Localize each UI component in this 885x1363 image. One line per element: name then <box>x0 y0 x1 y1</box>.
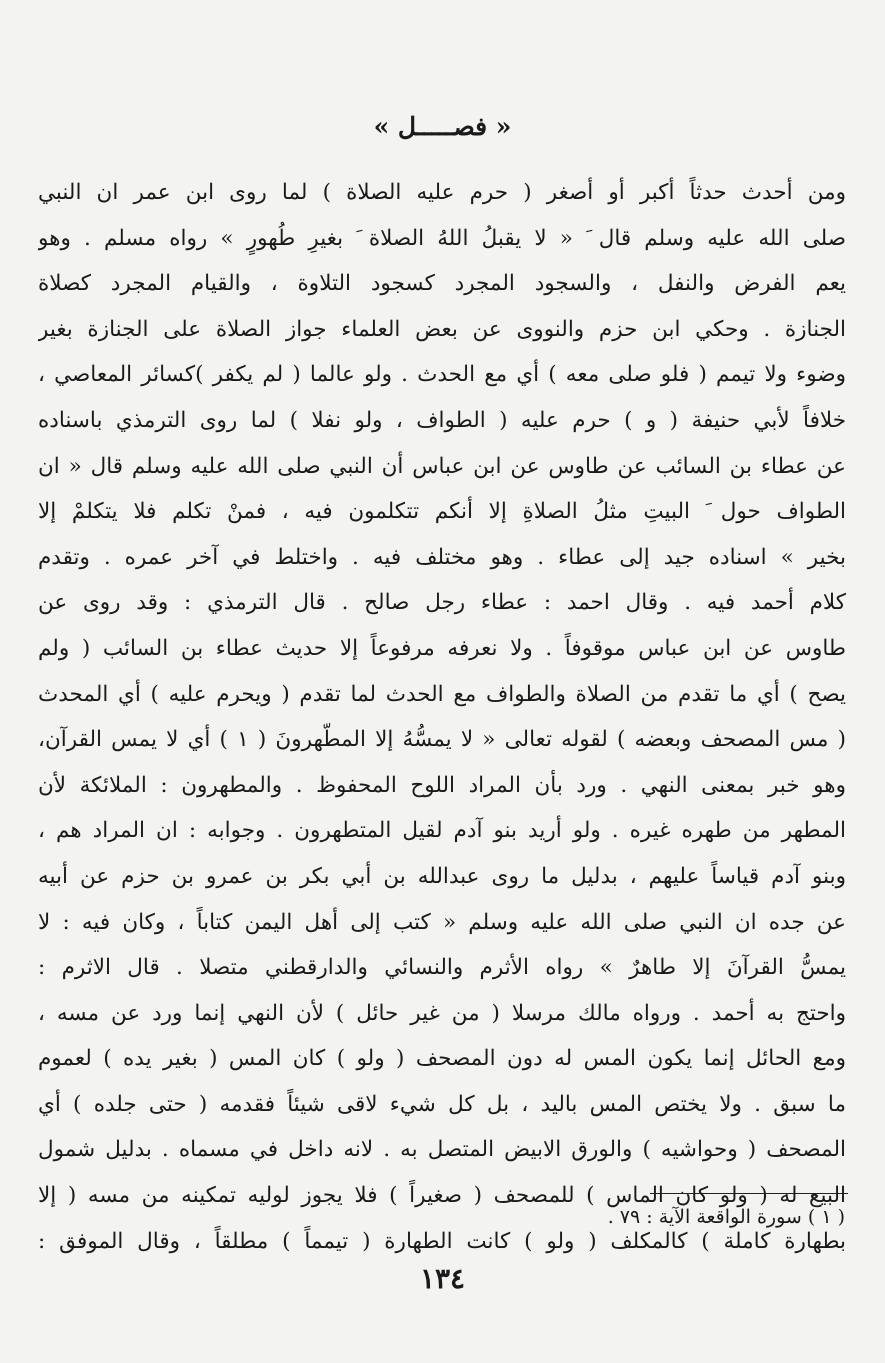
text-line: وهو خبر بمعنى النهي . ورد بأن المراد اللوح المحفوظ . والمطهرون : الملائكة لأن <box>38 772 846 798</box>
text-line: يعم الفرض والنفل ، والسجود المجرد كسجود التلاوة ، والقيام المجرد كصلاة <box>38 271 846 297</box>
text-line: وضوء ولا تيمم ( فلو صلى معه ) أي مع الحدث . ولو عالما ( لم يكفر )كسائر المعاصي ، <box>38 362 846 388</box>
text-line: طاوس عن ابن عباس موقوفاً . ولا نعرفه مرفوعاً إلا حديث عطاء بن السائب ( ولم <box>38 635 846 661</box>
text-line: ومع الحائل إنما يكون المس له دون المصحف ( ولو ) كان المس ( بغير يده ) لعموم <box>38 1046 846 1072</box>
text-line: وبنو آدم قياساً عليهم ، بدليل ما روى عبدالله بن أبي بكر بن عمرو بن حزم عن أبيه <box>38 863 846 889</box>
text-line: ما سبق . ولا يختص المس باليد ، بل كل شيء لاقى شيئاً فقدمه ( حتى جلده ) أي <box>38 1091 846 1117</box>
text-line: الطواف حول َ البيتِ مثلُ الصلاةِ إلا أنكم تتكلمون فيه ، فمنْ تكلم فلا يتكلمْ إلا <box>38 499 846 525</box>
footnote-divider <box>650 1193 848 1194</box>
text-line: ومن أحدث حدثاً أكبر أو أصغر ( حرم عليه الصلاة ) لما روى ابن عمر ان النبي <box>38 180 846 205</box>
text-line: صلى الله عليه وسلم قال َ « لا يقبلُ اللهُ الصلاة َ بغيرِ طُهورٍ » رواه مسلم . وهو <box>38 225 846 251</box>
text-line: البيع له ( ولو كان الماس ) للمصحف ( صغيراً ) فلا يجوز لوليه تمكينه من مسه ( إلا <box>38 1183 846 1209</box>
text-line: بطهارة كاملة ) كالمكلف ( ولو ) كانت الطهارة ( تيمماً ) مطلقاً ، وقال الموفق : <box>38 1228 846 1254</box>
body-text <box>38 170 846 1264</box>
text-line: المصحف ( وحواشيه ) والورق الابيض المتصل به . لانه داخل في مسماه . بدليل شمول <box>38 1137 846 1163</box>
text-line: عن عطاء بن السائب عن طاوس عن ابن عباس أن النبي صلى الله عليه وسلم قال « ان <box>38 453 846 479</box>
text-line: واحتج به أحمد . ورواه مالك مرسلا ( من غير حائل ) لأن النهي إنما ورد عن مسه ، <box>38 1000 846 1026</box>
page-number: ١٣٤ <box>419 1262 466 1295</box>
section-heading: « فصـــــل » <box>373 112 512 141</box>
text-line: عن جده ان النبي صلى الله عليه وسلم « كتب إلى أهل اليمن كتاباً ، وكان فيه : لا <box>38 909 846 935</box>
text-line: خلافاً لأبي حنيفة ( و ) حرم عليه ( الطواف ، ولو نفلا ) لما روى الترمذي باسناده <box>38 407 846 433</box>
text-line: يمسُّ القرآنَ إلا طاهرٌ » رواه الأثرم والنسائي والدارقطني متصلا . قال الاثرم : <box>38 955 846 981</box>
text-line: كلام أحمد فيه . وقال احمد : عطاء رجل صالح . قال الترمذي : وقد روى عن <box>38 590 846 616</box>
text-line: المطهر من طهره غيره . ولو أريد بنو آدم لقيل المتطهرون . وجوابه : ان المراد هم ، <box>38 818 846 844</box>
text-line: ( مس المصحف وبعضه ) لقوله تعالى « لا يمسُّهُ إلا المطّهرونَ ( ١ ) أي لا يمس القرآن، <box>38 727 846 753</box>
text-line: الجنازة . وحكي ابن حزم والنووى عن بعض العلماء جواز الصلاة على الجنازة بغير <box>38 316 846 342</box>
text-line: بخير » اسناده جيد إلى عطاء . وهو مختلف فيه . واختلط في آخر عمره . وتقدم <box>38 544 846 570</box>
footnote: ( ١ ) سورة الواقعة الآية : ٧٩ . <box>607 1206 845 1228</box>
text-line: يصح ) أي ما تقدم من الصلاة والطواف مع الحدث لما تقدم ( ويحرم عليه ) أي المحدث <box>38 681 846 707</box>
